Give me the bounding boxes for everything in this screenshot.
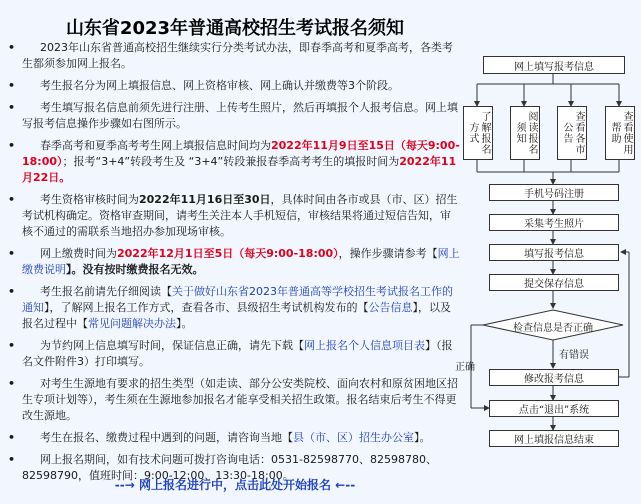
notice-text: 网上报名期间，如有技术问题可拨打咨询电话：0531-82598770、82598780、82598790，值班时间：9:00-12:00、13:30-18:00。 (22, 453, 437, 482)
notice-text: 2022年11月9日至15日（每天9:00-18:00） (22, 139, 460, 168)
page-title: 山东省2023年普通高校招生考试报名须知 (65, 18, 405, 39)
notice-item (8, 284, 460, 332)
notice-link[interactable]: 网上报名个人信息项目表 (304, 339, 425, 352)
flow-read-1: 了解报名方式 (463, 106, 493, 160)
notice-text: 2022年11月16日至30日 (139, 193, 271, 206)
notice-item (8, 338, 460, 370)
flow-read-4: 查看使用帮助 (605, 106, 635, 160)
notice-text: 】。没有按时缴费报名无效。 (66, 263, 204, 276)
notice-text: 】（报名文件附件3）打印填写。 (22, 339, 453, 368)
flow-error-label: 有错误 (559, 350, 589, 361)
notice-link[interactable]: 公告信息 (368, 301, 413, 314)
notice-text: 为节约网上信息填写时间，保证信息正确，请先下载【 (40, 339, 304, 352)
notice-link[interactable]: 网上缴费说明 (22, 247, 460, 276)
notice-text: 】。 (414, 431, 431, 444)
flowchart (453, 40, 641, 490)
notice-text: 对考生生源地有要求的招生类型（如走读、部分公安类院校、面向农村和原贫困地区招生专项计划等），考生须在生源地参加报名才能享受相关招生政策。报名结束后考生不得更改生源地。 (22, 377, 458, 422)
notice-link[interactable]: 常见问题解决办法 (88, 317, 176, 330)
notice-text: 】。 (176, 317, 193, 330)
notice-item (8, 40, 460, 72)
flow-fix: 修改报考信息 (489, 369, 619, 386)
flow-correct-label: 正确 (455, 362, 475, 373)
notice-text: 网上缴费时间为 (40, 247, 117, 260)
notice-item (8, 78, 460, 94)
flow-step-photo: 采集考生照片 (489, 214, 619, 231)
flow-read-3: 查看各市公告 (557, 106, 587, 160)
start-registration-link[interactable]: --→ 网上报名进行中，点击此处开始报名 ←-- (114, 478, 356, 492)
flow-decision: 检查信息是否正确 (513, 323, 593, 334)
notice-text: ，具体时间由各市或县（市、区）招生考试机构确定。资格审查期间，请考生关注本人手机短信，审核结果将通过短信告知，审核不通过的需联系当地招办参加现场审核。 (22, 193, 458, 238)
flow-exit: 点击“退出”系统 (489, 400, 619, 417)
notice-list (8, 40, 460, 490)
notice-text: 考生报名前请先仔细阅读【 (40, 285, 172, 298)
notice-item (8, 100, 460, 132)
flow-read-2: 阅读报名须知 (510, 106, 540, 160)
notice-link[interactable]: 县（市、区）招生办公室 (293, 431, 414, 444)
notice-text: 】，了解网上报名工作方式，查看各市、县级招生考试机构发布的【 (44, 301, 369, 314)
notice-text: 2022年11月22日。 (22, 155, 457, 184)
flow-step-submit: 提交保存信息 (489, 274, 619, 291)
notice-text: 考生填写报名信息前须先进行注册、上传考生照片，然后再填报个人报考信息。网上填写报考信息操作步骤如右图所示。 (22, 101, 458, 130)
flow-step-register: 手机号码注册 (489, 184, 619, 201)
notice-item (8, 246, 460, 278)
notice-item (8, 430, 460, 446)
notice-item (8, 376, 460, 424)
notice-text: 2022年12月1日至5日（每天9:00-18:00） (117, 247, 339, 260)
notice-text: 考生在报名、缴费过程中遇到的问题，请咨询当地【 (40, 431, 293, 444)
notice-item (8, 138, 460, 186)
notice-text: ，操作步骤请参考【 (338, 247, 438, 260)
notice-text: 春季高考和夏季高考考生网上填报信息时间均为 (40, 139, 271, 152)
flow-start: 网上填写报考信息 (483, 56, 625, 74)
flow-end: 网上填报信息结束 (489, 430, 619, 447)
notice-item (8, 192, 460, 240)
flow-step-fill: 填写报考信息 (489, 244, 619, 261)
notice-link[interactable]: 关于做好山东省2023年普通高等学校招生考试报名工作的通知 (22, 285, 453, 314)
notice-text: 考生资格审核时间为 (40, 193, 139, 206)
notice-text: ；报考“3+4”转段考生及 “3+4”转段兼报春季高考考生的填报时间为 (62, 155, 400, 168)
notice-text: 2023年山东省普通高校招生继续实行分类考试办法，即春季高考和夏季高考，各类考生都须参加网上报名。 (22, 41, 453, 70)
notice-text: 】，以及报名过程中【 (22, 301, 451, 330)
notice-text: 考生报名分为网上填报信息、网上资格审核、网上确认并缴费等3个阶段。 (40, 79, 399, 92)
